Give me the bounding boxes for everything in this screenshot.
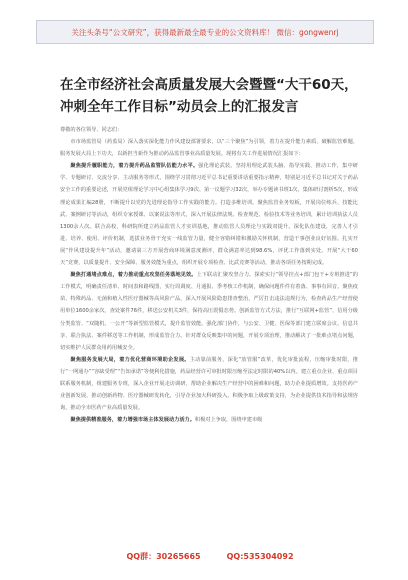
paragraph-lead: 聚焦提供精准服务，着力增强市场主体发展动力活力。 [70, 417, 195, 424]
top-banner[interactable] [36, 20, 374, 44]
paragraph [60, 136, 358, 160]
paragraph-text: 主动靠前服务，深化“放管服”改革，优化审批流程，压缩审批时限，推行“一网通办”“容缺受理”“告知承诺”等便利化措施，药品经营许可审批时限压缩至法定时限的40%以内。建立重点企业、重点项目联系服务机制，组建服务专班，深入企业开展走访调研，帮助企业解决生产经营中的困难和问题，助力企业提质增效。支持医药产业创新发展，推动创新药物、医疗器械研发转化，引导企业加大科研投入，积极争取上级政策支持，为企业提供技术指导和法规咨询，推动全市医药产业高质量发展。 [60, 356, 358, 412]
paragraph-text: 积极对上争取，围绕申建市级 [194, 417, 263, 424]
document-title: 在全市经济社会高质量发展大会暨暨“大干60天，冲刺全年工作目标”动员会上的汇报发言 [60, 77, 358, 115]
paragraph-lead: 聚焦服务发展大局，着力优化营商环境助企发展。 [70, 356, 190, 363]
paragraph-lead: 聚焦提升履职能力，着力提升药品监管队伍能力水平。 [70, 163, 199, 170]
paragraph [60, 414, 358, 426]
paragraph-text: 强化理论武装。坚持用理论武装头脑、指导实践、推动工作，集中研学、专题研讨、交流分享、主动服务等形式，围绕学习贯彻习近平总书记重要讲话重要指示精神，特别是习近平总书记对关于药品安全工作的重要论述，开展党组理论学习中心组集体学习9次、第一议题学习32次，举办专题读书班1次，集体研讨剖析5次，形成理论成果汇编28册，不断提升以党的先进理论指导工作实践的能力。打造多维培训。聚焦监管业务短板，开展岗位练兵、技能比武、案例研讨等活动，组织专家授课、以案说法等形式，深入开展法律法规、检查规范、检验技术等业务培训，累计培训执法人员1300余人次。联合高校、科研院所建立药品监管人才实训基地，推动监管人员理论与实践双提升。深化队伍建设，完善人才引进、培养、使用、评价机制，选拔业务骨干充实一线监管力量，健全容错纠错和激励关怀机制，营造干事创业良好氛围。扎实开展“作风建设提升年”活动，邀请第三方开展营商环境满意度测评，群众满意率达到98.6%，评优工作落到实处。开展“大干60天”竞赛，以质量提升、安全保障、服务效能为重点，组织开展专项检查、比武竞赛等活动，推动各项任务按期完成。 [60, 163, 358, 267]
paragraph [60, 160, 358, 269]
paragraph-text: 上下联动汇聚攻坚合力。探索实行“领导挂点+部门包干+专班推进”的工作模式，明确责任清单、时间表和路线图，实行周调度、月通报、季考核工作机制，确保问题件件有着落、事事有回音。聚焦疫苗、特殊药品、无菌和植入性医疗器械等高风险产品，深入开展风险隐患排查整治，严厉打击违法违规行为，检查药品生产经营使用单位1600余家次，查处案件76件，移送公安机关3件，保持高压震慑态势。创新监管方式方法，推行“互联网+监管”、信用分级分类监管、“双随机、一公开”等新型监管模式，提升监管效能。强化部门协作，与公安、卫健、医保等部门建立联席会议、信息共享、联合执法、案件移送等工作机制，形成监管合力。针对群众反映集中的问题，开展专项治理，推动解决了一批难点堵点问题，切实维护人民群众用药用械安全。 [60, 272, 358, 351]
document-body [60, 124, 358, 426]
bottom-banner [60, 549, 360, 563]
qq-text: QQ:535304092 [226, 551, 294, 561]
paragraph-text: 市市场监管局（药监局）深入落实深化能力作风建设部署要求，以“三个聚焦”为引领，着力在提升能力素质、破解监管难题、服务发展大局上下功夫，以新担当新作为推动药品监管事业高质量发展。现将有关工作进展情况汇报如下： [60, 139, 358, 158]
greeting: 尊敬的各位领导、同志们： [60, 127, 123, 133]
paragraph [60, 269, 358, 354]
qq-group-text: QQ群：30265665 [126, 551, 201, 561]
paragraph [60, 354, 358, 414]
top-banner-text: 关注头条号“公文研究”，获得最新最全最专业的公文资料库！ 微信：gongwenrj [71, 27, 339, 37]
paragraph-lead: 聚焦打通堵点难点，着力推动重点攻坚任务落地见效。 [70, 272, 197, 279]
